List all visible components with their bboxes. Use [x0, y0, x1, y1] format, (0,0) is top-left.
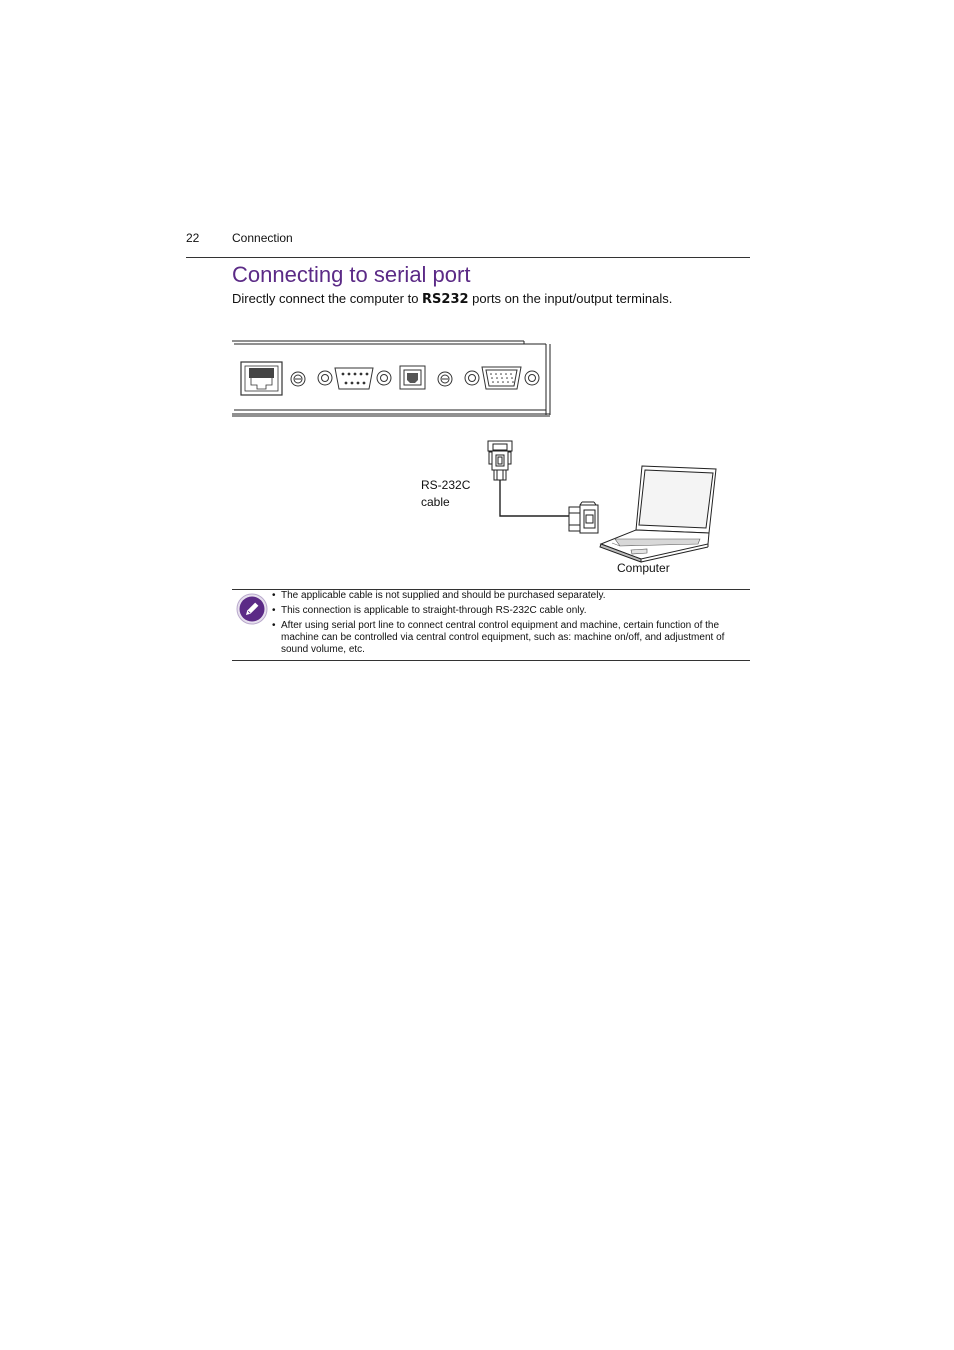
note-item: • The applicable cable is not supplied and should be purchased separately.	[272, 590, 747, 602]
lan-port-icon	[241, 362, 282, 395]
vga-port-icon	[465, 367, 539, 389]
cable-connector-side-icon	[569, 502, 598, 533]
intro-paragraph	[232, 291, 672, 307]
laptop-computer-icon	[600, 466, 716, 562]
cable-label-line1: RS-232C	[421, 478, 471, 492]
rs232c-cable-label	[421, 477, 470, 511]
cable-label-line2: cable	[421, 495, 450, 509]
page-title: Connecting to serial port	[232, 262, 471, 287]
note-box	[232, 589, 750, 661]
rs232-port-icon	[318, 368, 391, 389]
usb-port-icon	[400, 366, 425, 389]
cable-connector-top-icon	[488, 441, 512, 480]
computer-label: Computer	[617, 561, 670, 575]
screw-icon	[438, 372, 452, 386]
intro-text-before: Directly connect the computer to	[232, 291, 423, 306]
screw-icon	[291, 372, 305, 386]
page-number: 22	[186, 231, 200, 245]
note-list	[272, 590, 747, 659]
connection-diagram	[230, 338, 730, 583]
intro-text-after: ports on the input/output terminals.	[468, 291, 673, 306]
connection-diagram-drawing	[230, 338, 730, 583]
pencil-icon	[236, 593, 268, 625]
rs232-cable-icon	[500, 480, 569, 516]
page-header	[186, 229, 750, 258]
rs232-port-name: RS232	[422, 292, 469, 307]
note-item: • This connection is applicable to straight-through RS-232C cable only.	[272, 605, 747, 617]
note-item: • After using serial port line to connect central control equipment and machine, certain function of the machine can be controlled via central control equipment, such as: machine on/off, and adjustment of sound volume, etc.	[272, 620, 747, 656]
section-name: Connection	[232, 231, 293, 245]
